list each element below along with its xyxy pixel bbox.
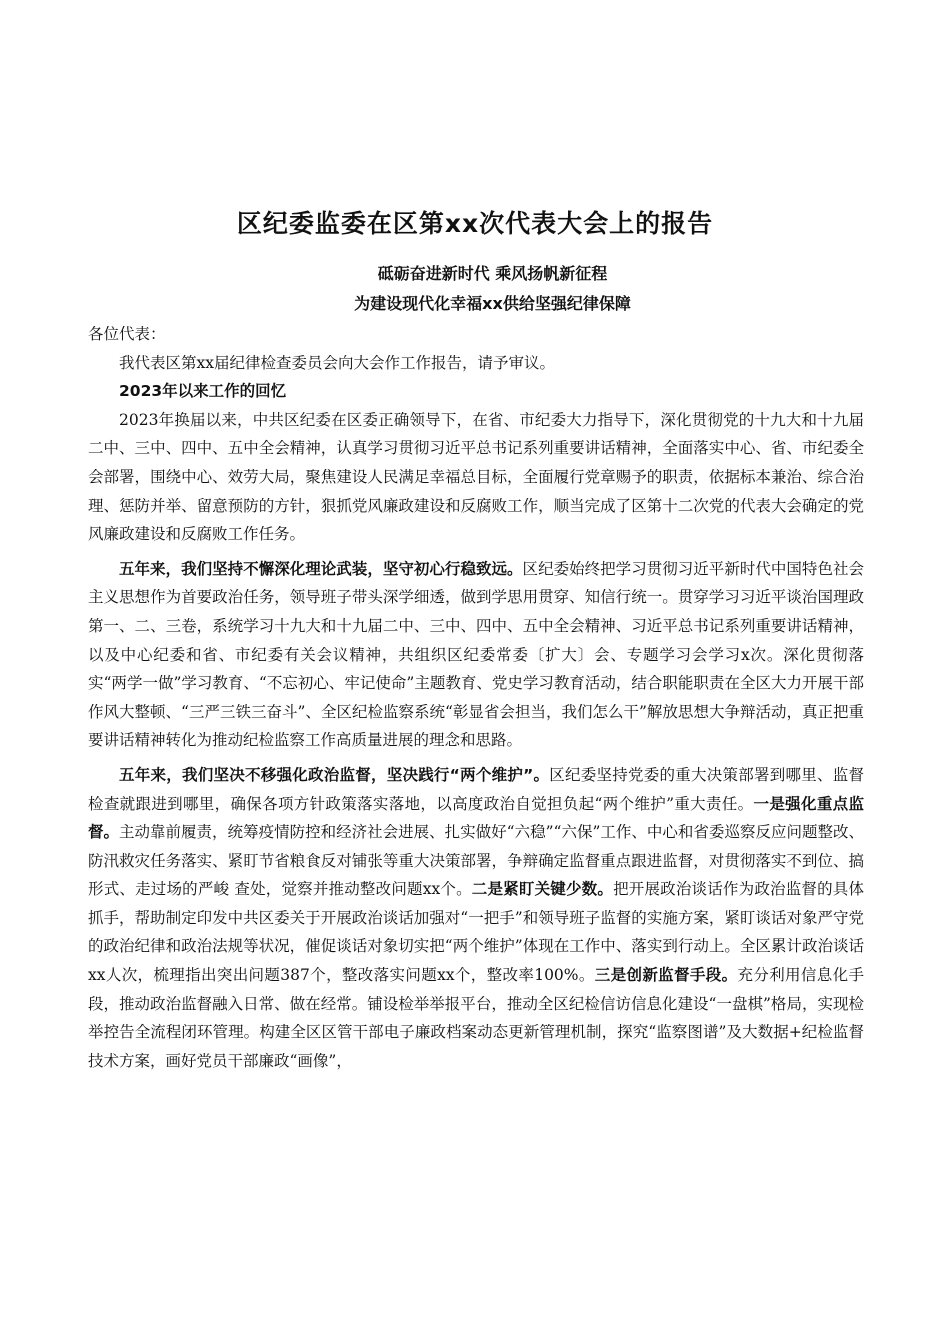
point-two-body: 把开展政治谈话作为政治监督的具体抓手，帮助制定印发中共区委关于开展政治谈话加强对“一把手”和领导班子监督的实施方案，紧盯谈话对象严守党的政治纪律和政治法规等状况，催促谈话对象切实把“两个维护”体现在工作中、落实到行动上。全区累计政治谈话xx人次，梳理指出突出问题387个，整改落实问题xx个，整改率100%。 xyxy=(88,880,864,985)
point-one-body: 主动靠前履责，统筹疫情防控和经济社会进展、扎实做好“六稳”“六保”工作、中心和省委巡察反应问题整改、防汛救灾任务落实、紧盯节省粮食反对铺张等重大决策部署，争辩确定监督重点跟进监督，对贯彻落实不到位、搞形式、走过场的严峻 查处，觉察并推动整改问题xx个。 xyxy=(88,823,864,899)
paragraph-supervision-lead: 五年来，我们坚决不移强化政治监督，坚决践行“两个维护”。 xyxy=(119,765,550,784)
paragraph-theory-body: 区纪委始终把学习贯彻习近平新时代中国特色社会主义思想作为首要政治任务，领导班子带头深学细透，做到学思用贯穿、知信行统一。贯穿学习习近平谈治国理政第一、二、三卷，系统学习十九大和十九届二中、三中、四中、五中全会精神、习近平总书记系列重要讲话精神，以及中心纪委和省、市纪委有关会议精神，共组织区纪委常委〔扩大〕会、专题学习会学习x次。深化贯彻落实“两学一做”学习教育、“不忘初心、牢记使命”主题教育、党史学习教育活动，结合职能职责在全区大力开展干部作风大整顿、“三严三铁三奋斗”、全区纪检监察系统“彰显省会担当，我们怎么干”解放思想大争辩活动，真正把重要讲话精神转化为推动纪检监察工作高质量进展的理念和思路。 xyxy=(88,559,864,750)
point-three-body: 充分利用信息化手段，推动政治监督融入日常、做在经常。铺设检举举报平台，推动全区纪检信访信息化建设“一盘棋”格局，实现检举控告全流程闭环管理。构建全区区管干部电子廉政档案动态更新管理机制，探究“监察图谱”及大数据+纪检监督技术方案，画好党员干部廉政“画像”， xyxy=(88,966,864,1070)
subtitle-line-1: 砥砺奋进新时代 乘风扬帆新征程 xyxy=(377,264,608,283)
paragraph-theory xyxy=(88,555,864,755)
point-one-lead: 一是强化重点监督。 xyxy=(88,794,864,842)
intro-paragraph: 我代表区第xx届纪律检查委员会向大会作工作报告，请予审议。 xyxy=(119,353,555,372)
document-title: 区纪委监委在区第xx次代表大会上的报告 xyxy=(236,209,714,238)
section-heading: 2023年以来工作的回忆 xyxy=(119,382,287,401)
paragraph-review: 2023年换届以来，中共区纪委在区委正确领导下，在省、市纪委大力指导下，深化贯彻党的十九大和十九届二中、三中、四中、五中全会精神，认真学习贯彻习近平总书记系列重要讲话精神，全面落实中心、省、市纪委全会部署，围绕中心、效劳大局，聚焦建设人民满足幸福总目标，全面履行党章赐予的职责，依据标本兼治、综合治理、惩防并举、留意预防的方针，狠抓党风廉政建设和反腐败工作，顺当完成了区第十二次党的代表大会确定的党风廉政建设和反腐败工作任务。 xyxy=(88,410,864,544)
subtitle-line-2: 为建设现代化幸福xx供给坚强纪律保障 xyxy=(354,294,631,313)
paragraph-supervision-intro: 区纪委坚持党委的重大决策部署到哪里、监督检查就跟进到哪里，确保各项方针政策落实落地，以高度政治自觉担负起“两个维护”重大责任。 xyxy=(88,765,864,813)
paragraph-supervision xyxy=(88,761,864,1076)
paragraph-theory-lead: 五年来，我们坚持不懈深化理论武装，坚守初心行稳致远。 xyxy=(119,559,523,578)
report-body xyxy=(88,320,864,1075)
point-three-lead: 三是创新监督手段。 xyxy=(594,966,738,985)
salutation: 各位代表： xyxy=(88,325,166,343)
point-two-lead: 二是紧盯关键少数。 xyxy=(471,880,614,899)
